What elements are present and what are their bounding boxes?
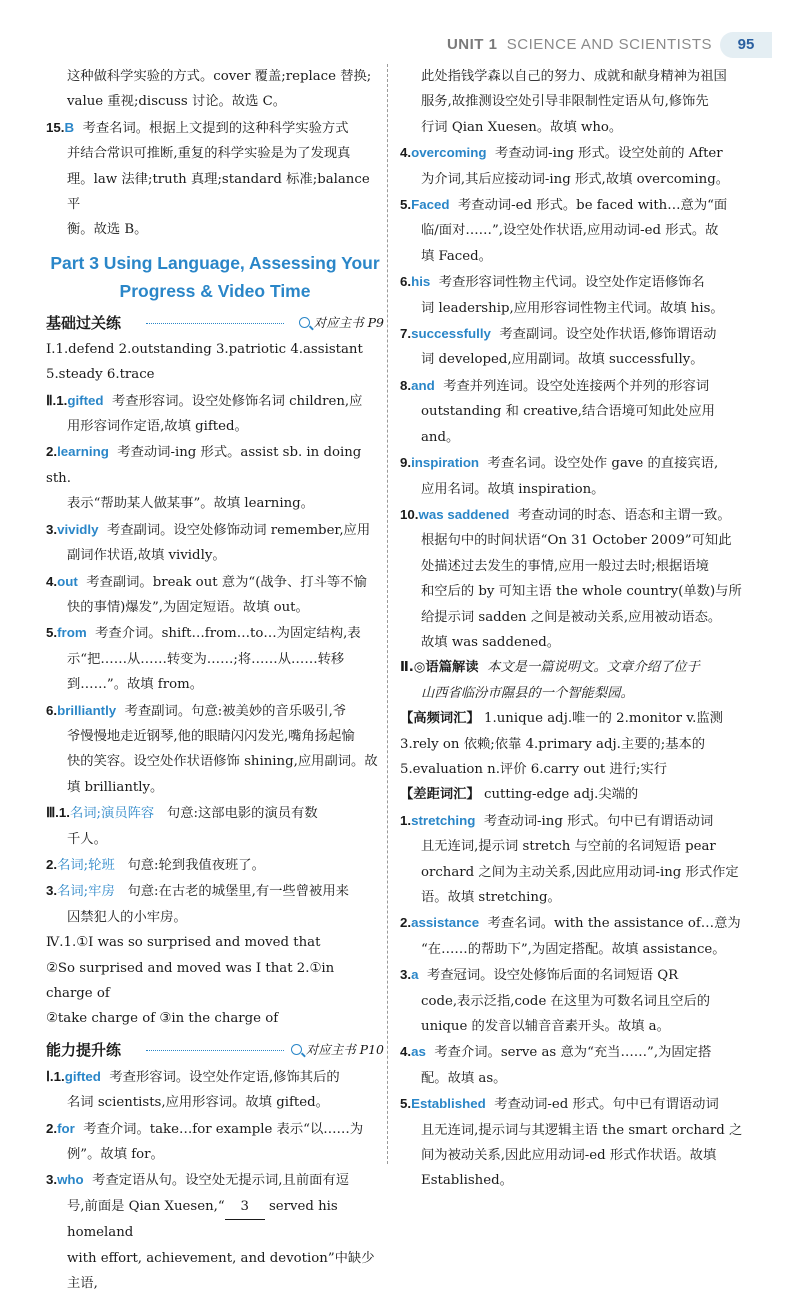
book-reference [299, 309, 384, 337]
answer-item [400, 910, 752, 962]
explanation: 句意:在古老的城堡里,有一些曾被用来 [127, 884, 349, 900]
explanation: Established。 [421, 1173, 513, 1189]
unit-title [447, 36, 712, 53]
answer-item [46, 620, 384, 697]
answer-item [46, 439, 384, 516]
item-number: 7. [400, 326, 412, 342]
explanation: 名词 scientists,应用形容词。故填 gifted。 [67, 1095, 329, 1111]
item-number: 2. [400, 915, 412, 931]
section-advanced [46, 1036, 384, 1064]
explanation: 考查动词-ing 形式。assist sb. in doing sth. [46, 445, 362, 486]
answer-item [400, 321, 752, 373]
answer-line: Ⅰ.1.defend 2.outstanding 3.patriotic 4.assistant [46, 341, 363, 357]
item-number: 4. [400, 1044, 412, 1060]
answer-key: assistance [411, 915, 480, 931]
text-line: 行词 Qian Xuesen。故填 who。 [421, 119, 623, 135]
item-number: 2. [46, 444, 58, 460]
explanation: 间为被动关系,因此应用动词-ed 形式作状语。故填 [421, 1148, 717, 1164]
item-number: 3. [46, 521, 58, 537]
item-number: 3. [46, 1172, 58, 1188]
item-number: 5. [400, 197, 412, 213]
answer-item [46, 1167, 384, 1296]
explanation: 故填 was saddened。 [421, 634, 561, 650]
explanation-part: served his homeland [67, 1198, 338, 1241]
vocab-label: 【高频词汇】 [400, 711, 480, 727]
section-title: 能力提升练 [46, 1040, 122, 1059]
unit-label: UNIT 1 [446, 36, 498, 53]
explanation: 词 leadership,应用形容词性物主代词。故填 his。 [421, 300, 724, 316]
answer-item [400, 269, 752, 321]
explanation: 配。故填 as。 [421, 1070, 507, 1086]
answer-key: a [411, 967, 419, 983]
right-column [400, 64, 752, 1194]
text-line: 此处指钱学森以自己的努力、成就和献身精神为祖国 [421, 69, 727, 84]
explanation: 考查副词。设空处修饰动词 remember,应用 [106, 522, 371, 538]
answer-item [46, 800, 384, 852]
explanation: 考查名词。根据上文提到的这种科学实验方式 [82, 120, 349, 136]
section-rule [146, 1050, 284, 1051]
answer-key: who [57, 1172, 84, 1188]
answer-key: Established [411, 1096, 486, 1112]
explanation: 千人。 [67, 831, 107, 847]
item-number: 15. [46, 119, 65, 135]
explanation: 考查名词。设空处作 gave 的直接宾语, [487, 456, 719, 472]
item-number: 10. [400, 506, 419, 522]
explanation: 词 developed,应用副词。故填 successfully。 [421, 352, 704, 368]
item-number: Ⅰ.1. [46, 1068, 65, 1084]
item-number: 4. [46, 573, 58, 589]
answer-item [46, 852, 384, 878]
passage-text: 山西省临汾市隰县的一个智能梨园。 [421, 685, 634, 701]
explanation: 考查动词-ed 形式。be faced with…意为“面 [458, 198, 728, 214]
answer-key: from [57, 625, 87, 641]
explanation: 考查定语从句。设空处无提示词,且前面有逗 [92, 1173, 350, 1189]
reference-text: 对应主书 P10 [305, 1041, 384, 1057]
vocab-text: 3.rely on 依赖;依靠 4.primary adj.主要的;基本的 [400, 736, 706, 752]
explanation: 考查动词-ing 形式。句中已有谓语动词 [483, 813, 714, 829]
explanation: with effort, achievement, and devotion”中缺少主语, [67, 1250, 375, 1292]
explanation: 句意:轮到我值夜班了。 [127, 857, 265, 873]
explanation: 到……”。故填 from。 [67, 677, 203, 693]
answer-item [400, 502, 752, 655]
page-number: 95 [720, 32, 772, 58]
answer-item [46, 878, 384, 930]
explanation: 考查动词的时态、语态和主谓一致。 [517, 507, 731, 523]
explanation: 考查冠词。设空处修饰后面的名词短语 QR [426, 968, 679, 984]
explanation: 给提示词 sadden 之间是被动关系,应用被动语态。 [421, 609, 722, 625]
answer-key: stretching [411, 812, 476, 828]
answer-key: inspiration [411, 455, 480, 471]
item-number: 6. [400, 274, 412, 290]
text-line: 服务,故推测设空处引导非限制性定语从句,修饰先 [421, 94, 709, 110]
answer-key: for [57, 1120, 75, 1136]
item-number: 4. [400, 145, 412, 161]
answer-key: his [411, 274, 431, 290]
explanation: 衡。故选 B。 [67, 222, 148, 238]
section-title: 基础过关练 [46, 313, 122, 332]
answer-key: 名词;牢房 [57, 884, 115, 900]
answer-key: 名词;轮班 [57, 857, 115, 873]
answer-item [46, 698, 384, 801]
explanation: 考查副词。break out 意为“(战争、打斗等不愉 [86, 574, 367, 590]
explanation: 考查并列连词。设空处连接两个并列的形容词 [443, 378, 710, 394]
answer-key: as [411, 1044, 426, 1060]
explanation: 示“把……从……转变为……;将……从……转移 [67, 651, 345, 667]
answer-item [400, 1039, 752, 1091]
item-number: 5. [46, 625, 58, 641]
explanation: 表示“帮助某人做某事”。故填 learning。 [67, 496, 314, 512]
explanation: 考查名词。with the assistance of…意为 [487, 916, 741, 932]
answer-key: successfully [411, 326, 491, 342]
explanation [46, 1194, 384, 1246]
explanation: 应用名词。故填 inspiration。 [421, 481, 605, 497]
explanation-part: 号,前面是 Qian Xuesen,“ [67, 1198, 225, 1214]
explanation: 句意:这部电影的演员有数 [166, 806, 318, 822]
explanation: 且无连词,提示词 stretch 与空前的名词短语 pear [421, 839, 716, 855]
section-basic [46, 309, 384, 337]
item-number: 8. [400, 377, 412, 393]
item-number: Ⅲ.1. [46, 805, 70, 821]
explanation: code,表示泛指,code 在这里为可数名词且空后的 [421, 993, 711, 1009]
answer-key: B [64, 119, 75, 135]
answer-item [400, 140, 752, 192]
answer-item [400, 808, 752, 911]
answer-key: gifted [64, 1068, 101, 1084]
vocab-high-frequency [400, 706, 752, 782]
explanation: 处描述过去发生的事情,应用一般过去时;根据语境 [421, 558, 709, 574]
explanation: 和空后的 by 可知主语 the whole country(单数)与所 [421, 584, 742, 600]
explanation: 语。故填 stretching。 [421, 890, 561, 905]
explanation: 副词作状语,故填 vividly。 [67, 548, 226, 564]
item-number: 9. [400, 455, 412, 471]
part-heading [46, 249, 384, 305]
answer-item [46, 1064, 384, 1116]
vocab-text: 5.evaluation n.评价 6.carry out 进行;实行 [400, 761, 668, 777]
section-rule [146, 323, 284, 324]
explanation: 考查动词-ed 形式。句中已有谓语动词 [494, 1097, 719, 1113]
explanation: outstanding 和 creative,结合语境可知此处应用 and。 [421, 404, 715, 445]
item-number: 2. [46, 1120, 58, 1136]
explanation: 考查介词。shift…from…to…为固定结构,表 [95, 626, 361, 642]
explanation: 考查形容词性物主代词。设空处作定语修饰名 [438, 275, 705, 291]
explanation: unique 的发音以辅音音素开头。故填 a。 [421, 1019, 670, 1035]
page-header [0, 30, 800, 62]
answer-key: vividly [57, 521, 99, 537]
answer-item [46, 569, 384, 621]
explanation: 考查形容词。设空处修饰名词 children,应 [112, 393, 363, 409]
explanation: 囚禁犯人的小牢房。 [67, 909, 187, 925]
answer-item [400, 373, 752, 450]
answer-item [400, 962, 752, 1039]
explanation: 用形容词作定语,故填 gifted。 [67, 419, 248, 435]
blank-number: 3 [225, 1194, 265, 1220]
answer-key: Faced [411, 197, 450, 213]
explanation: 爷慢慢地走近钢琴,他的眼睛闪闪发光,嘴角扬起愉 [67, 728, 355, 744]
explanation: 快的事情)爆发”,为固定短语。故填 out。 [67, 599, 309, 615]
explanation: orchard 之间为主动关系,因此应用动词-ing 形式作定 [421, 864, 739, 880]
passage-summary [400, 655, 752, 706]
answer-line: ②take charge of ③in the charge of [46, 1011, 279, 1027]
explanation: 填 brilliantly。 [67, 779, 164, 795]
vocab-text: cutting-edge adj.尖端的 [484, 787, 639, 803]
answer-item-15 [46, 115, 384, 243]
answer-item [46, 1116, 384, 1168]
unit-subject: SCIENCE AND SCIENTISTS [506, 36, 712, 53]
part-heading-line: Part 3 Using Language, Assessing Your [50, 252, 380, 273]
item-number: Ⅱ.1. [46, 392, 68, 408]
text-line: 这种做科学实验的方式。cover 覆盖;replace 替换; [67, 69, 372, 84]
magnifier-icon [299, 317, 310, 328]
answer-key: 名词;演员阵容 [69, 806, 155, 822]
magnifier-icon [291, 1044, 302, 1055]
explanation: 且无连词,提示词与其逻辑主语 the smart orchard 之 [421, 1122, 743, 1138]
explanation: 考查副词。句意:被美妙的音乐吸引,爷 [124, 703, 347, 719]
item-number: 3. [400, 967, 412, 983]
item-number: 6. [46, 702, 58, 718]
item-number: 5. [400, 1096, 412, 1112]
vocab-label: 【差距词汇】 [400, 787, 480, 803]
reference-text: 对应主书 P9 [313, 314, 384, 330]
vocab-gap [400, 782, 752, 807]
answer-key: was saddened [418, 506, 510, 522]
explanation: 为介词,其后应接动词-ing 形式,故填 overcoming。 [421, 171, 730, 187]
answer-key: out [57, 573, 78, 589]
explanation: 填 Faced。 [421, 248, 492, 264]
explanation: 考查介词。serve as 意为“充当……”,为固定搭 [434, 1045, 712, 1061]
passage-heading: Ⅱ.◎语篇解读 [400, 660, 479, 676]
explanation: 理。law 法律;truth 真理;standard 标准;balance 平 [67, 171, 370, 213]
answer-key: gifted [67, 392, 104, 408]
explanation: 根据句中的时间状语“On 31 October 2009”可知此 [421, 533, 732, 549]
explanation: 快的笑容。设空处作状语修饰 shining,应用副词。故 [67, 754, 378, 770]
explanation: 例”。故填 for。 [67, 1147, 164, 1163]
answer-item [400, 450, 752, 502]
answer-item [400, 192, 752, 269]
passage-text: 本文是一篇说明文。文章介绍了位于 [487, 660, 700, 676]
answer-key: overcoming [411, 145, 487, 161]
answer-key: and [411, 377, 435, 393]
explanation: 考查动词-ing 形式。设空处前的 After [494, 146, 723, 162]
item-number: 1. [400, 812, 412, 828]
answer-line: 5.steady 6.trace [46, 367, 155, 383]
item-number: 2. [46, 856, 58, 872]
answer-key: learning [57, 444, 109, 460]
answer-item [46, 517, 384, 569]
left-column [46, 64, 384, 1296]
explanation: 并结合常识可推断,重复的科学实验是为了发现真 [67, 146, 351, 162]
explanation: 考查副词。设空处作状语,修饰谓语动 [499, 327, 717, 343]
answer-line: Ⅳ.1.①I was so surprised and moved that [46, 935, 321, 951]
answer-item [46, 388, 384, 440]
item-number: 3. [46, 883, 58, 899]
answer-item [400, 1091, 752, 1194]
part-heading-line: Progress & Video Time [119, 280, 311, 301]
explanation: 临/面对……”,设空处作状语,应用动词-ed 形式。故 [421, 223, 719, 239]
vocab-text: 1.unique adj.唯一的 2.monitor v.监测 [484, 711, 723, 727]
explanation: 考查介词。take…for example 表示“以……为 [83, 1121, 364, 1137]
text-line: value 重视;discuss 讨论。故选 C。 [67, 94, 287, 110]
explanation: “在……的帮助下”,为固定搭配。故填 assistance。 [421, 941, 726, 957]
book-reference [291, 1036, 384, 1064]
answer-key: brilliantly [57, 702, 117, 718]
column-divider [387, 64, 388, 1164]
answer-line: ②So surprised and moved was I that 2.①in charge of [46, 960, 335, 1001]
explanation: 考查形容词。设空处作定语,修饰其后的 [109, 1069, 340, 1085]
